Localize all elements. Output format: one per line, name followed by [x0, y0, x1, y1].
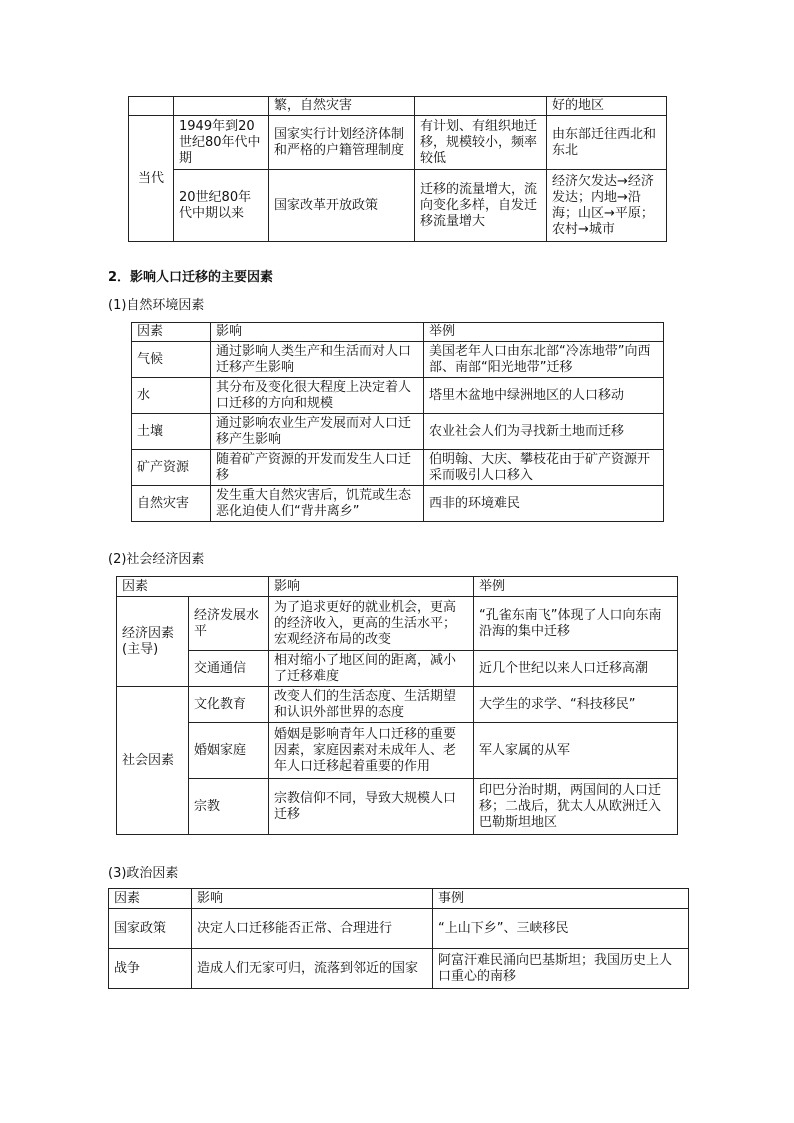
example-cell: 伯明翰、大庆、攀枝花由于矿产资源开采而吸引人口移入	[424, 450, 664, 486]
period-cell: 20世纪80年代中期以来	[174, 170, 269, 242]
example-cell: 近几个世纪以来人口迁移高潮	[474, 651, 678, 687]
example-cell: 印巴分治时期，两国间的人口迁移；二战后，犹太人从欧洲迁入巴勒斯坦地区	[474, 779, 678, 835]
socioeconomic-factors-table	[116, 576, 678, 835]
impact-cell: 决定人口迁移能否正常、合理进行	[192, 909, 433, 949]
period-cell: 1949年到20世纪80年代中期	[174, 116, 269, 170]
cell: 繁，自然灾害	[269, 97, 415, 116]
section-title: 2．影响人口迁移的主要因素	[108, 270, 274, 285]
impact-cell: 宗教信仰不同，导致大规模人口迁移	[269, 779, 474, 835]
header-cell: 影响	[269, 577, 474, 597]
impact-cell: 其分布及变化很大程度上决定着人口迁移的方向和规模	[211, 378, 424, 414]
factor-cell: 自然灾害	[132, 486, 211, 522]
subsection-title-political: (3)政治因素	[108, 866, 179, 881]
factor-cell: 文化教育	[189, 687, 269, 723]
factor-cell: 战争	[109, 949, 192, 989]
group-cell: 社会因素	[117, 687, 189, 835]
era-label: 当代	[129, 116, 174, 242]
header-cell: 因素	[109, 889, 192, 909]
header-cell: 因素	[132, 323, 211, 342]
impact-cell: 通过影响人类生产和生活而对人口迁移产生影响	[211, 342, 424, 378]
impact-cell: 为了追求更好的就业机会，更高的经济收入，更高的生活水平；宏观经济布局的改变	[269, 597, 474, 651]
impact-cell: 造成人们无家可归，流落到邻近的国家	[192, 949, 433, 989]
factor-cell: 宗教	[189, 779, 269, 835]
group-cell: 经济因素(主导)	[117, 597, 189, 687]
example-cell: 农业社会人们为寻找新土地而迁移	[424, 414, 664, 450]
header-cell: 影响	[211, 323, 424, 342]
direction-cell: 经济欠发达→经济发达；内地→沿海；山区→平原；农村→城市	[547, 170, 667, 242]
feature-cell: 迁移的流量增大，流向变化多样，自发迁移流量增大	[415, 170, 547, 242]
example-cell: 塔里木盆地中绿洲地区的人口移动	[424, 378, 664, 414]
factor-cell: 交通通信	[189, 651, 269, 687]
factor-cell: 婚姻家庭	[189, 723, 269, 779]
header-cell: 事例	[433, 889, 689, 909]
example-cell: “孔雀东南飞”体现了人口向东南沿海的集中迁移	[474, 597, 678, 651]
background-cell: 国家实行计划经济体制和严格的户籍管理制度	[269, 116, 415, 170]
header-cell: 举例	[424, 323, 664, 342]
example-cell: “上山下乡”、三峡移民	[433, 909, 689, 949]
factor-cell: 土壤	[132, 414, 211, 450]
impact-cell: 发生重大自然灾害后，饥荒或生态恶化迫使人们“背井离乡”	[211, 486, 424, 522]
impact-cell: 改变人们的生活态度、生活期望和认识外部世界的态度	[269, 687, 474, 723]
migration-history-table	[128, 96, 667, 242]
cell: 好的地区	[547, 97, 667, 116]
subsection-title-socioeconomic: (2)社会经济因素	[108, 552, 205, 567]
factor-cell: 经济发展水平	[189, 597, 269, 651]
cell	[174, 97, 269, 116]
subsection-title-natural: (1)自然环境因素	[108, 298, 205, 313]
feature-cell: 有计划、有组织地迁移，规模较小，频率较低	[415, 116, 547, 170]
header-cell: 影响	[192, 889, 433, 909]
factor-cell: 气候	[132, 342, 211, 378]
example-cell: 军人家属的从军	[474, 723, 678, 779]
natural-factors-table	[131, 322, 664, 522]
example-cell: 阿富汗难民涌向巴基斯坦；我国历史上人口重心的南移	[433, 949, 689, 989]
impact-cell: 随着矿产资源的开发而发生人口迁移	[211, 450, 424, 486]
header-cell: 举例	[474, 577, 678, 597]
background-cell: 国家改革开放政策	[269, 170, 415, 242]
impact-cell: 相对缩小了地区间的距离，减小了迁移难度	[269, 651, 474, 687]
example-cell: 西非的环境难民	[424, 486, 664, 522]
example-cell: 美国老年人口由东北部“冷冻地带”向西部、南部“阳光地带”迁移	[424, 342, 664, 378]
factor-cell: 国家政策	[109, 909, 192, 949]
example-cell: 大学生的求学、“科技移民”	[474, 687, 678, 723]
factor-cell: 矿产资源	[132, 450, 211, 486]
political-factors-table	[108, 888, 689, 989]
factor-cell: 水	[132, 378, 211, 414]
cell	[415, 97, 547, 116]
direction-cell: 由东部迁往西北和东北	[547, 116, 667, 170]
header-cell: 因素	[117, 577, 269, 597]
impact-cell: 通过影响农业生产发展而对人口迁移产生影响	[211, 414, 424, 450]
impact-cell: 婚姻是影响青年人口迁移的重要因素，家庭因素对未成年人、老年人口迁移起着重要的作用	[269, 723, 474, 779]
cell	[129, 97, 174, 116]
